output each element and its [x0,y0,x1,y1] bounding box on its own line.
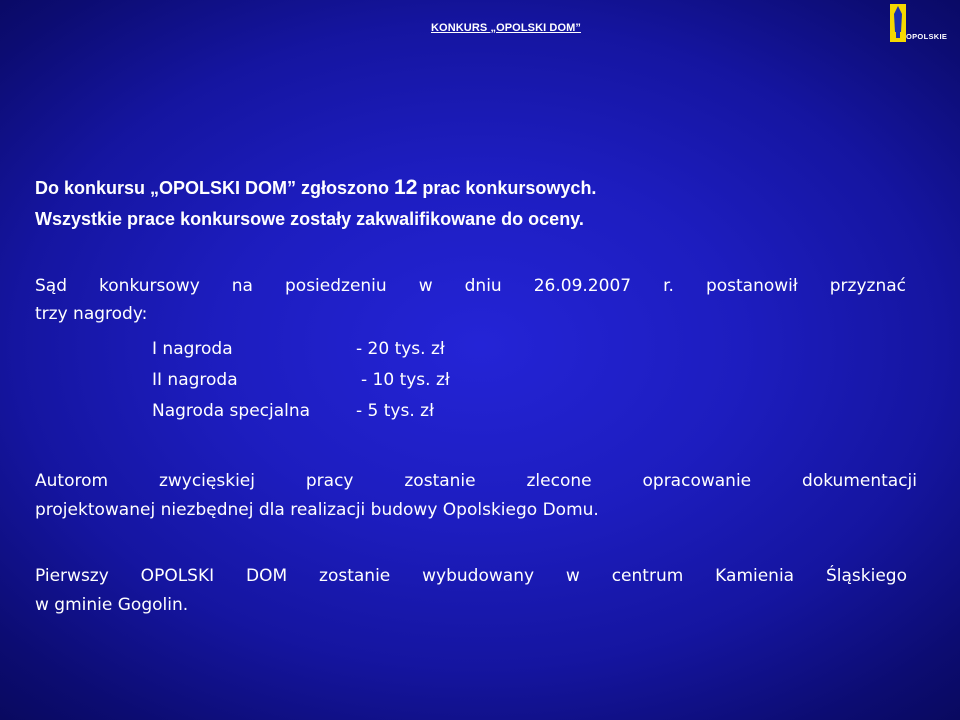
jury-line-2: trzy nagrody: [35,304,148,324]
prize-amount: - 20 tys. zł [356,339,445,359]
intro-line-1 [35,172,915,204]
logo-text: OPOLSKIE [906,32,948,41]
jury-decision [35,272,906,328]
authors-line-1: Autorom zwycięskiej pracy zostanie zlecone opracowanie dokumentacji [35,471,917,491]
first-house-line-1: Pierwszy OPOLSKI DOM zostanie wybudowany w centrum Kamienia Śląskiego [35,566,907,586]
intro-line-2: Wszystkie prace konkursowe zostały zakwalifikowane do oceny. [35,209,584,229]
intro-text-after: prac konkursowych. [417,178,597,198]
prize-label: I nagroda [152,339,233,359]
first-house-paragraph [35,562,907,620]
submission-count: 12 [394,176,418,199]
prize-label: Nagroda specjalna [152,401,311,421]
first-house-line-2: w gminie Gogolin. [35,595,189,615]
header-title: KONKURS „OPOLSKI DOM” [431,22,581,34]
prize-label: II nagroda [152,370,238,390]
jury-line-1: Sąd konkursowy na posiedzeniu w dniu 26.09.2007 r. postanowił przyznać [35,276,906,296]
authors-paragraph [35,467,917,525]
intro-text-before: Do konkursu „OPOLSKI DOM” zgłoszono [35,178,395,198]
authors-line-2: projektowanej niezbędnej dla realizacji budowy Opolskiego Domu. [35,500,599,520]
intro-block [35,172,915,235]
prize-amount: - 10 tys. zł [361,370,450,390]
prize-amount: - 5 tys. zł [356,401,434,421]
